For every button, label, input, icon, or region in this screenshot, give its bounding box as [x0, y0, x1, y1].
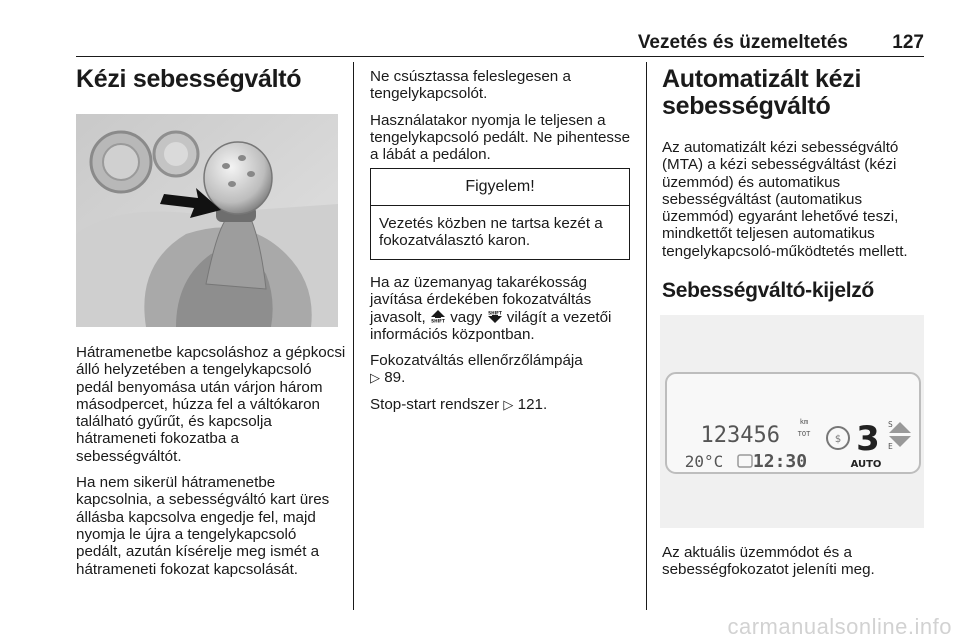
right-column	[662, 66, 924, 303]
body-paragraph: Ha nem sikerül hátramenetbe kapcsolnia, a sebességváltó kart üres állásba kapcsolva engedje fel, majd nyomja le újra a tengelykapcsoló pedált, azután kísérelje meg ismét a hátrameneti fokozat kapcsolását.	[76, 474, 330, 578]
warning-box	[370, 168, 630, 260]
page-reference[interactable]: 89.	[384, 369, 406, 387]
page-reference-arrow-icon: ▷	[370, 370, 380, 386]
body-paragraph: Ne csúsztassa feleslegesen a tengelykapcsolót.	[370, 68, 571, 103]
eco-indicator: E	[888, 442, 893, 451]
page-reference[interactable]: 121.	[517, 395, 548, 413]
gear-number: 3	[856, 419, 880, 459]
page-reference-arrow-icon: ▷	[503, 396, 514, 412]
body-paragraph: Hátramenetbe kapcsoláshoz a gépkocsi álló helyzetében a tengelykapcsoló pedál benyomása után várjon három másodpercet, húzza fel a váltókaron található gyűrűt, és kapcsolja hátrameneti fokozatba a sebességváltót.	[76, 344, 346, 465]
outside-temperature: 20°C	[684, 452, 724, 471]
watermark: carmanualsonline.info	[727, 614, 952, 639]
shift-up-arrow-icon	[430, 310, 446, 323]
reference-text: Fokozatváltás ellenőrzőlámpája	[370, 352, 583, 370]
body-paragraph: Az automatizált kézi sebességváltó (MTA) a kézi sebességváltást (kézi üzemmód) és automatikus sebességváltást (automatikus üzemmód) egyaránt lehetővé teszi, mindkettőt teljesen automatikus tengelykapcsoló-működtetés mellett.	[662, 139, 908, 260]
header-rule	[76, 56, 924, 57]
svg-text:$: $	[834, 434, 842, 445]
body-paragraph: Használatakor nyomja le teljesen a tengelykapcsoló pedált. Ne pihentesse a lábát a pedálon.	[370, 111, 631, 164]
sport-indicator: S	[888, 420, 893, 429]
shift-down-label: SHIFT	[487, 309, 502, 315]
clock-value: 12:30	[752, 451, 808, 472]
column-divider-left	[353, 62, 354, 610]
page-heading: Kézi sebességváltó	[76, 65, 302, 93]
section-heading: Automatizált kézi sebességváltó	[662, 65, 862, 120]
right-column-bottom	[662, 544, 924, 588]
reference-text: Stop-start rendszer	[370, 395, 500, 413]
body-paragraph	[370, 352, 632, 387]
warning-title: Figyelem!	[371, 169, 629, 206]
transmission-display-image	[660, 315, 924, 528]
left-column	[76, 66, 346, 93]
page-number: 127	[892, 32, 924, 53]
middle-column	[370, 68, 632, 172]
body-paragraph	[370, 274, 632, 343]
subsection-heading: Sebességváltó-kijelző	[662, 279, 874, 303]
transmission-display-illustration	[660, 315, 924, 528]
warning-body: Vezetés közben ne tartsa kezét a fokozatválasztó karon.	[379, 215, 603, 250]
body-paragraph: Az aktuális üzemmódot és a sebességfokozatot jeleníti meg.	[662, 544, 875, 579]
shift-text-c: világít a vezetői információs központban.	[370, 308, 612, 343]
section-title: Vezetés és üzemeltetés	[637, 32, 848, 53]
column-divider-right	[646, 62, 647, 610]
shift-text-b: vagy	[450, 308, 483, 326]
shift-up-label: SHIFT	[431, 318, 445, 323]
shift-down-arrow-icon	[487, 310, 503, 323]
odometer-total-label: TOT	[797, 430, 811, 438]
middle-column-lower	[370, 274, 632, 422]
shift-text-a: Ha az üzemanyag takarékosság javítása érdekében fokozatváltás javasolt,	[370, 274, 592, 326]
odometer-value: 123456	[700, 423, 780, 448]
body-paragraph	[370, 396, 632, 413]
gear-shift-photo	[76, 114, 338, 327]
odometer-unit: km	[799, 418, 809, 426]
gear-shift-illustration	[76, 114, 338, 327]
page-header	[0, 32, 960, 56]
auto-mode-label: AUTO	[850, 459, 882, 470]
left-column-body	[76, 344, 346, 587]
